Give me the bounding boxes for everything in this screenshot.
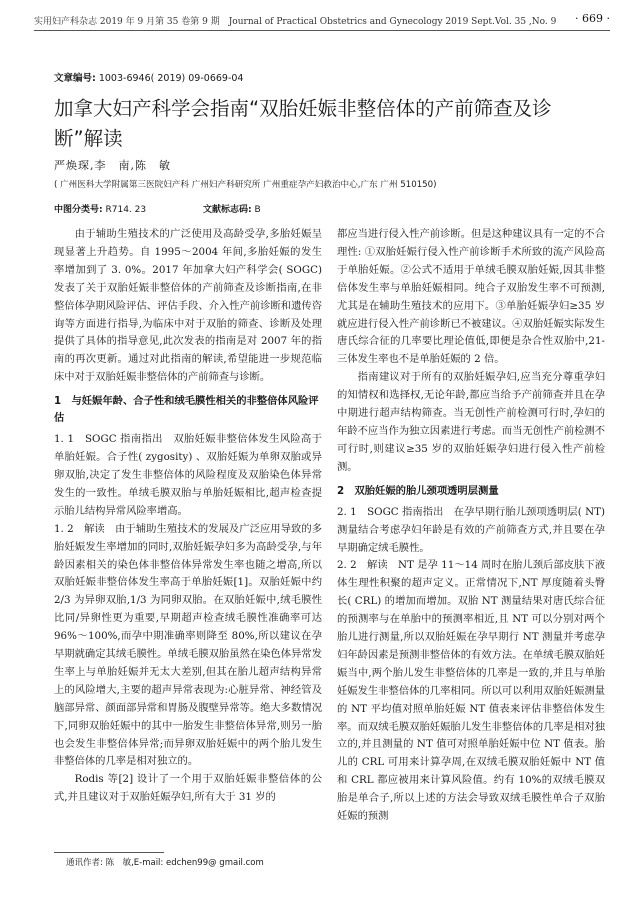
clc-number	[54, 202, 146, 215]
paragraph-2-2: 2. 2 解读 NT 是孕 11～14 周时在胎儿颈后部皮肤下液体生理性积聚的超声定义。正常情况下,NT 厚度随着头臀长( CRL) 的增加而增加。双胎 NT 测量结果对唐氏综合征的预测率与在单胎中的预测率相近,且 NT 可以分别对两个胎儿进行测量,所以双胎妊娠在孕早期行 NT 测量并考虑孕妇年龄因素是预测非整倍体的有效方法。在单绒毛膜双胎妊娠当中,两个胎儿发生非整倍体的几率是一致的,并且与单胎妊娠发生非整倍体的几率相同。所以可以利用双胎妊娠测量的 NT 平均值对照单胎妊娠 NT 值表来评估非整倍体发生率。而双绒毛膜双胎妊娠胎儿发生非整倍体的几率是相对独立的,并且测量的 NT 值可对照单胎妊娠中位 NT 值表。胎儿的 CRL 可用来计算孕周,在双绒毛膜双胎妊娠中 NT 值和 CRL 都应被用来计算风险值。约有 10%的双绒毛膜双胎是单合子,所以上述的方法会导致双绒毛膜性单合子双胎妊娠的预测	[337, 559, 605, 823]
doc-label: 文献标志码:	[203, 205, 252, 215]
article-number-value: 1003-6946( 2019) 09-0669-04	[98, 73, 244, 84]
running-header	[34, 12, 610, 28]
paragraph-1-1: 1. 1 SOGC 指南指出 双胎妊娠非整倍体发生风险高于单胎妊娠。合子性( zygosity) 、双胎妊娠为单卵双胎或异卵双胎,决定了发生非整倍体的风险程度及双胎染色体异常发生的一致性。单绒毛膜双胎与单胎妊娠相比,超声检查提示胎儿结构异常风险率增高。	[54, 433, 322, 517]
section-2-heading: 2 双胎妊娠的胎儿颈项透明层测量	[337, 484, 499, 497]
doc-code	[203, 202, 261, 215]
article-number-label: 文章编号:	[54, 73, 96, 84]
section-1-heading: 1 与妊娠年龄、合子性和绒毛膜性相关的非整倍体风险评估	[54, 395, 319, 425]
header-rule	[34, 30, 610, 31]
doc-value: B	[254, 205, 261, 215]
left-column	[54, 226, 322, 807]
paragraph-2-1: 2. 1 SOGC 指南指出 在孕早期行胎儿颈项透明层( NT) 测量结合考虑孕妇年龄是有效的产前筛查方式,并且要在孕早期确定绒毛膜性。	[337, 505, 605, 554]
intro-paragraph: 由于辅助生殖技术的广泛使用及高龄受孕,多胎妊娠呈现显著上升趋势。自 1995～2004 年间,多胎妊娠的发生率增加到了 3. 0%。2017 年加拿大妇产科学会( SOGC) 发表了关于双胎妊娠非整倍体的产前筛查及诊断指南,在非整倍体孕期风险评估、评估手段、介入性产前诊断和遗传咨询等方面进行指导,为临床中对于双胎的筛查、诊断及处理提供了具体的指导意见,此次发表的指南是对 2007 年的指南的再次更新。通过对此指南的解读,希望能进一步规范临床中对于双胎妊娠非整倍体的产前筛查与诊断。	[54, 228, 322, 384]
article-title: 加拿大妇产科学会指南“双胎妊娠非整倍体的产前筛查及诊断”解读	[54, 97, 552, 150]
journal-line: 实用妇产科杂志 2019 年 9 月第 35 卷第 9 期 Journal of Practical Obstetrics and Gynecology 2019 Sept.Vol. 35 ,No. 9	[34, 17, 557, 27]
page-number: · 669 ·	[575, 12, 610, 25]
authors: 严焕琛,李 南,陈 敏	[54, 159, 171, 172]
paragraph-1-2: 1. 2 解读 由于辅助生殖技术的发展及广泛应用导致的多胎妊娠发生率增加的同时,双胎妊娠孕妇多为高龄受孕,与年龄因素相关的染色体非整倍体异常发生率也随之增高,所以双胎妊娠非整倍体发生率高于单胎妊娠[1]。双胎妊娠中约 2/3 为异卵双胎,1/3 为同卵双胎。在双胎妊娠中,绒毛膜性比同/异卵性更为重要,早期超声检查绒毛膜性准确率可达 96%～100%,而孕中期准确率则降至 80%,所以建议在孕早期就确定其绒毛膜性。单绒毛膜双胎虽然在染色体异常发生率上与单胎妊娠并无太大差别,但其在胎儿超声结构异常上的风险增大,主要的超声异常表现为:心脏异常、神经管及脑部异常、颜面部异常和胃肠及腹壁异常等。绝大多数情况下,同卵双胎妊娠中的其中一胎发生非整倍体异常,则另一胎也会发生非整倍体异常;而异卵双胎妊娠中的两个胎儿发生非整倍体的几率是相对独立的。	[54, 522, 322, 768]
clc-value: R714. 23	[105, 205, 147, 215]
clc-label: 中图分类号:	[54, 205, 103, 215]
footnote: 通讯作者: 陈 敏,E-mail: edchen99@ gmail.com	[66, 858, 264, 868]
right-column	[337, 226, 605, 826]
article-number	[54, 70, 243, 84]
paragraph-rodis: Rodis 等[2] 设计了一个用于双胎妊娠非整倍体的公式,并且建议对于双胎妊娠孕妇,所有大于 31 岁的	[54, 773, 322, 804]
affiliation: ( 广州医科大学附属第三医院妇产科 广州妇产科研究所 广州重症孕产妇救治中心,广东 广州 510150)	[54, 180, 437, 190]
paragraph-guideline: 指南建议对于所有的双胎妊娠孕妇,应当充分尊重孕妇的知情权和选择权,无论年龄,都应当给予产前筛查并且在孕中期进行超声结构筛查。当无创性产前检测可行时,孕妇的年龄不应当作为独立因素进行考虑。而当无创性产前检测不可行时,则建议≥35 岁的双胎妊娠孕妇进行侵入性产前检测。	[337, 371, 605, 473]
footnote-rule	[54, 852, 164, 853]
paragraph-continued: 都应当进行侵入性产前诊断。但是这种建议具有一定的不合理性: ①双胎妊娠行侵入性产前诊断手术所致的流产风险高于单胎妊娠。②公式不适用于单绒毛膜双胎妊娠,因其非整倍体发生率与单胎妊娠相同。纯合子双胎发生率不可预测,尤其是在辅助生殖技术的应用下。③单胎妊娠孕妇≥35 岁就应进行侵入性产前诊断已不被建议。④双胎妊娠实际发生唐氏综合征的几率要比理论值低,即便是杂合性双胎中,21-三体发生率也不是单胎妊娠的 2 倍。	[337, 228, 605, 366]
